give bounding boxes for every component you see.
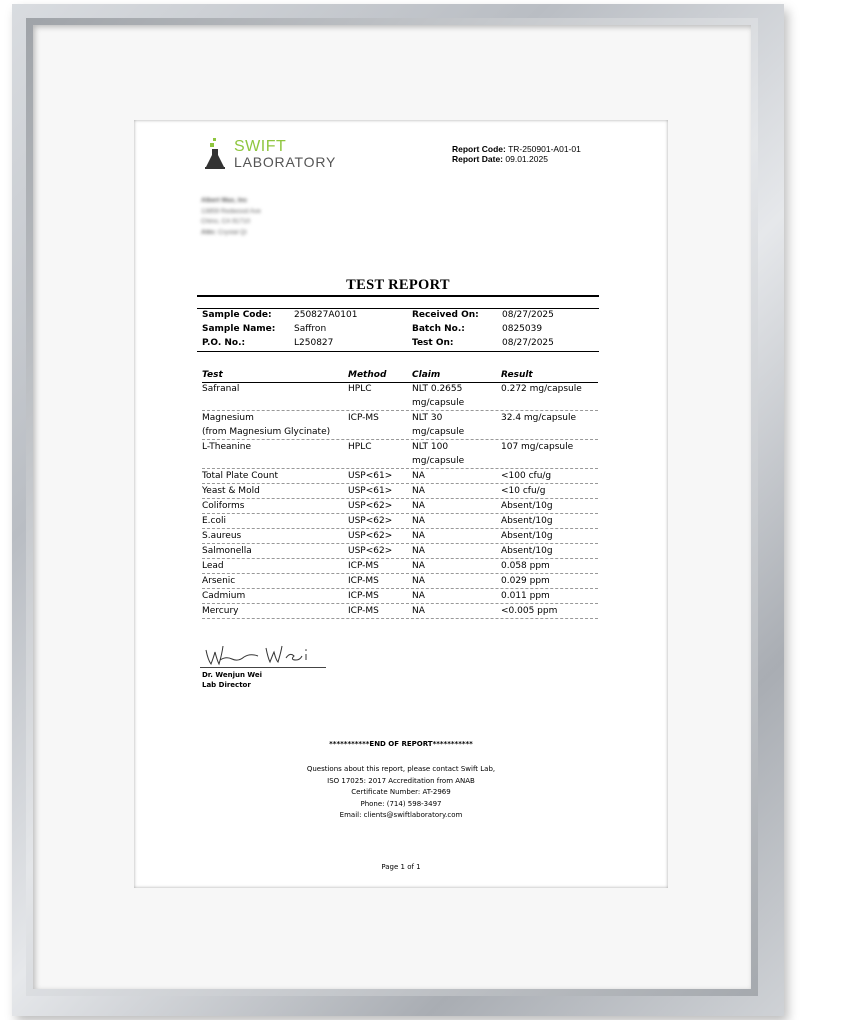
contact-line-2: ISO 17025: 2017 Accreditation from ANAB: [327, 776, 475, 785]
signature-image: [200, 640, 328, 670]
header-claim: Claim: [412, 370, 441, 380]
table-header-row: [202, 368, 598, 383]
cell-result: Absent/10g: [501, 546, 553, 556]
table-row: [202, 589, 598, 604]
po-label: P.O. No.:: [202, 338, 246, 348]
cell-claim: NLT 0.2655: [412, 384, 463, 394]
cell-method: HPLC: [348, 442, 372, 452]
attn-value: Crystal Qi: [217, 228, 247, 236]
cell-method: HPLC: [348, 384, 372, 394]
cell-result: Absent/10g: [501, 501, 553, 511]
contact-line-3: Certificate Number: AT-2969: [351, 788, 451, 796]
table-row: [202, 411, 598, 440]
po-value: L250827: [294, 338, 334, 348]
cell-test-line2: (from Magnesium Glycinate): [202, 427, 331, 437]
signatory: [202, 670, 262, 690]
cell-result: Absent/10g: [501, 531, 553, 541]
cell-test: Lead: [202, 561, 224, 571]
cell-method: USP<62>: [348, 501, 393, 511]
recipient-address: [201, 196, 261, 238]
received-label: Received On:: [412, 310, 479, 320]
contact-info: [134, 764, 668, 822]
batch-label: Batch No.:: [412, 324, 465, 334]
cell-claim: NLT 100: [412, 442, 449, 452]
cell-result: 107 mg/capsule: [501, 442, 574, 452]
attn-label: Attn:: [201, 228, 217, 236]
contact-line-4: Phone: (714) 598-3497: [360, 799, 442, 808]
cell-method: USP<61>: [348, 471, 393, 481]
cell-method: ICP-MS: [348, 591, 379, 601]
contact-line-5: Email: clients@swiftlaboratory.com: [339, 811, 463, 819]
cell-test: Magnesium: [202, 413, 254, 423]
info-bottom-rule: [197, 351, 599, 352]
cell-test: Total Plate Count: [202, 471, 278, 481]
cell-test: Arsenic: [202, 576, 236, 586]
received-value: 08/27/2025: [502, 310, 554, 320]
address-line-3: Chino, CA 91710: [201, 218, 251, 225]
test-on-value: 08/27/2025: [502, 338, 554, 348]
cell-result: <0.005 ppm: [501, 606, 558, 616]
cell-test: L-Theanine: [202, 442, 251, 452]
cell-claim: NA: [412, 561, 425, 571]
table-row: [202, 440, 598, 469]
cell-test: Mercury: [202, 606, 239, 616]
report-meta: [452, 144, 581, 164]
cell-result: 0.058 ppm: [501, 561, 550, 571]
cell-method: ICP-MS: [348, 576, 379, 586]
cell-test: Cadmium: [202, 591, 246, 601]
sample-name-value: Saffron: [294, 324, 327, 334]
cell-claim-line2: mg/capsule: [412, 398, 465, 408]
header-method: Method: [348, 370, 387, 380]
cell-claim: NA: [412, 471, 425, 481]
cell-method: USP<61>: [348, 486, 393, 496]
cell-test: Salmonella: [202, 546, 252, 556]
cell-test: Coliforms: [202, 501, 245, 511]
cell-claim: NA: [412, 501, 425, 511]
table-row: [202, 529, 598, 544]
signature-line: [200, 667, 326, 668]
cell-test: Safranal: [202, 384, 240, 394]
info-top-rule: [197, 308, 599, 309]
contact-line-1: Questions about this report, please contact Swift Lab,: [306, 765, 496, 773]
cell-method: ICP-MS: [348, 413, 379, 423]
cell-result: 0.272 mg/capsule: [501, 384, 582, 394]
cell-claim-line2: mg/capsule: [412, 456, 465, 466]
report-code-label: Report Code:: [452, 144, 506, 154]
signatory-title: Lab Director: [202, 681, 251, 689]
cell-result: <100 cfu/g: [501, 471, 552, 481]
address-line-1: Albert Max, Inc: [201, 197, 248, 204]
table-row: [202, 499, 598, 514]
cell-claim: NA: [412, 486, 425, 496]
flask-icon: [204, 138, 226, 170]
report-code-value: TR-250901-A01-01: [508, 144, 581, 154]
table-row: [202, 382, 598, 411]
header-result: Result: [501, 370, 533, 380]
cell-claim: NA: [412, 576, 425, 586]
cell-method: ICP-MS: [348, 561, 379, 571]
address-line-2: 13859 Redwood Ave: [201, 207, 261, 215]
cell-result: Absent/10g: [501, 516, 553, 526]
table-row: [202, 559, 598, 574]
cell-claim: NA: [412, 591, 425, 601]
cell-claim: NA: [412, 531, 425, 541]
cell-claim: NLT 30: [412, 413, 443, 423]
sample-code-value: 250827A0101: [294, 310, 358, 320]
cell-method: ICP-MS: [348, 606, 379, 616]
cell-claim: NA: [412, 546, 425, 556]
test-on-label: Test On:: [412, 338, 454, 348]
logo-text-swift: SWIFT: [234, 138, 287, 155]
table-row: [202, 544, 598, 559]
batch-value: 0825039: [502, 324, 543, 334]
sample-code-label: Sample Code:: [202, 310, 272, 320]
report-date-label: Report Date:: [452, 154, 504, 164]
cell-result: 32.4 mg/capsule: [501, 413, 577, 423]
sample-name-label: Sample Name:: [202, 324, 276, 334]
table-row: [202, 469, 598, 484]
cell-result: 0.029 ppm: [501, 576, 550, 586]
page-number: Page 1 of 1: [381, 863, 421, 871]
cell-result: <10 cfu/g: [501, 486, 546, 496]
end-of-report: ***********END OF REPORT***********: [329, 740, 473, 748]
report-date-value: 09.01.2025: [505, 154, 548, 164]
title-rule: [197, 295, 599, 297]
table-row: [202, 484, 598, 499]
signatory-name: Dr. Wenjun Wei: [202, 671, 262, 679]
table-row: [202, 574, 598, 589]
cell-test: S.aureus: [202, 531, 242, 541]
table-row: [202, 514, 598, 529]
cell-method: USP<62>: [348, 531, 393, 541]
cell-method: USP<62>: [348, 546, 393, 556]
cell-claim: NA: [412, 606, 425, 616]
report-title: TEST REPORT: [346, 277, 450, 293]
cell-method: USP<62>: [348, 516, 393, 526]
cell-claim-line2: mg/capsule: [412, 427, 465, 437]
table-row: [202, 604, 598, 619]
logo-text-laboratory: LABORATORY: [234, 154, 337, 170]
cell-claim: NA: [412, 516, 425, 526]
header-test: Test: [202, 370, 223, 380]
cell-test: E.coli: [202, 516, 227, 526]
cell-result: 0.011 ppm: [501, 591, 550, 601]
cell-test: Yeast & Mold: [202, 486, 260, 496]
